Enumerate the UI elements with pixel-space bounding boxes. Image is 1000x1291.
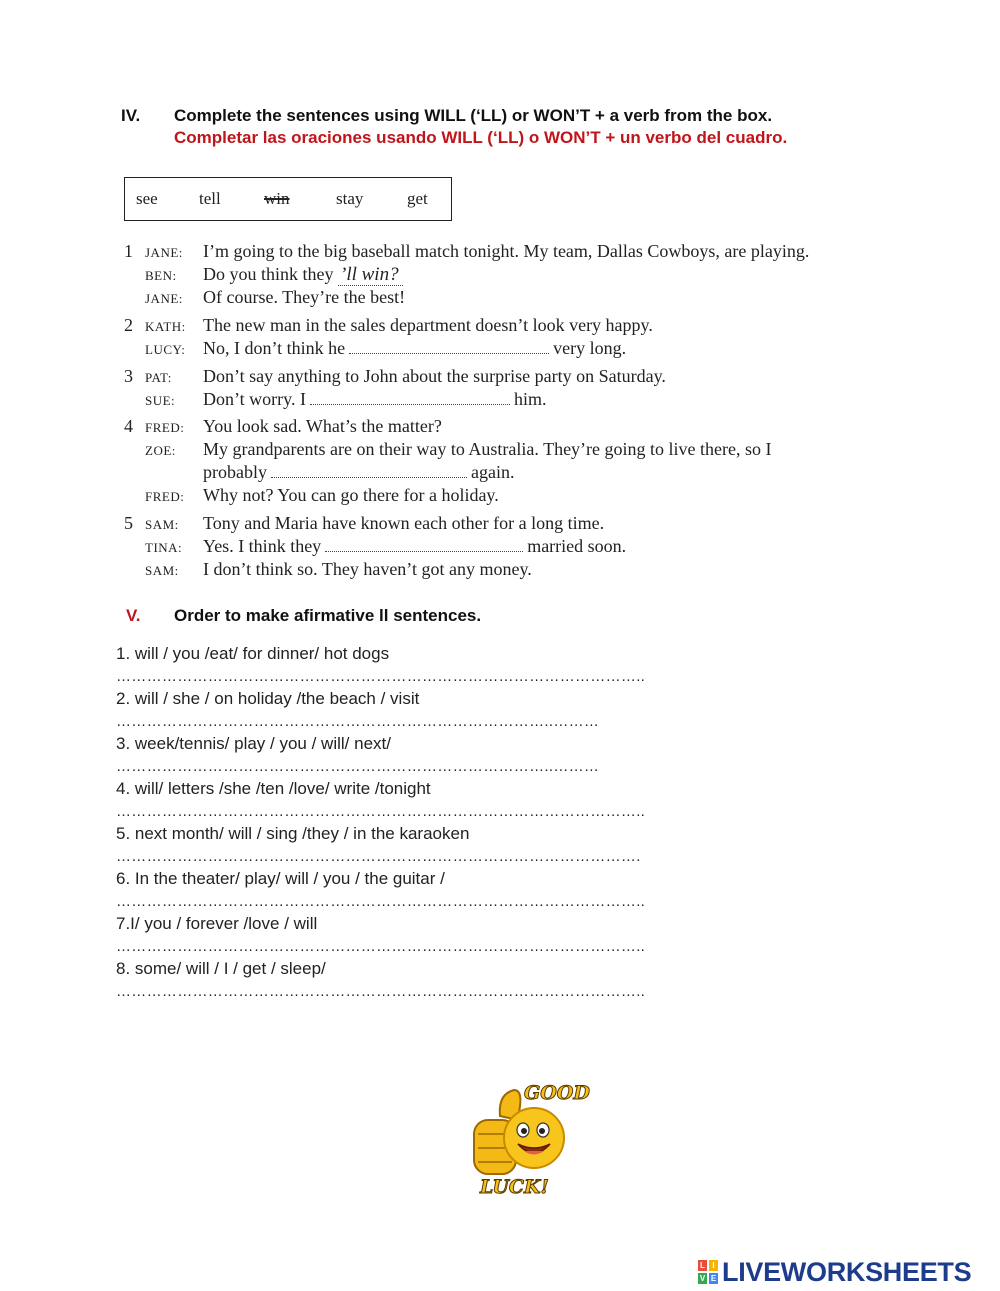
speaker: FRED: xyxy=(145,489,185,504)
verb-see: see xyxy=(136,189,158,208)
dialogue-line: The new man in the sales department doesn’t look very happy. xyxy=(203,315,653,335)
speaker: SUE: xyxy=(145,393,176,408)
exercise-prompt: 1. will / you /eat/ for dinner/ hot dogs xyxy=(116,644,390,663)
line-text: very long. xyxy=(553,338,627,358)
verb-get: get xyxy=(407,189,428,208)
line-text: again. xyxy=(470,462,515,482)
line-text: Yes. I think they xyxy=(203,536,322,556)
logo-letter: I xyxy=(709,1260,718,1271)
liveworksheets-logo xyxy=(698,1258,971,1286)
section-5-heading: Order to make afirmative ll sentences. xyxy=(174,606,482,625)
answer-line[interactable]: …………………………………………………………………………………………. xyxy=(116,848,641,865)
answer-line[interactable]: ………………………………………………………………………………………….. xyxy=(116,983,646,1000)
brand-name: LIVEWORKSHEETS xyxy=(722,1256,972,1287)
speaker: JANE: xyxy=(145,291,183,306)
sticker-bottom-text: LUCK! xyxy=(480,1176,549,1198)
answer-blank[interactable] xyxy=(310,403,510,405)
dialogue-line: You look sad. What’s the matter? xyxy=(203,416,442,436)
answer-blank[interactable] xyxy=(325,550,523,552)
exercise-prompt: 7.I/ you / forever /love / will xyxy=(116,914,318,933)
sticker-top-text: GOOD xyxy=(524,1082,590,1104)
line-text: No, I don’t think he xyxy=(203,338,346,358)
speaker: SAM: xyxy=(145,563,179,578)
dialogue-line: Of course. They’re the best! xyxy=(203,287,406,307)
answer-line[interactable]: …………………………………………………………………………..……… xyxy=(116,758,600,775)
exercise-prompt: 2. will / she / on holiday /the beach / visit xyxy=(116,689,420,708)
answer-line[interactable]: ………………………………………………………………………………………….. xyxy=(116,803,646,820)
speaker: LUCY: xyxy=(145,342,186,357)
answer-line[interactable]: ………………………………………………………………………………………….. xyxy=(116,668,646,685)
speaker: SAM: xyxy=(145,517,179,532)
section-4-number: IV. xyxy=(121,106,141,125)
dialogue-number: 5 xyxy=(124,513,133,533)
logo-letter: L xyxy=(698,1260,707,1271)
verb-box xyxy=(124,177,452,221)
line-text: Do you think they xyxy=(203,264,334,284)
dialogue-line: Don’t say anything to John about the surprise party on Saturday. xyxy=(203,366,666,386)
verb-tell: tell xyxy=(199,189,221,208)
verb-win: win xyxy=(264,189,290,208)
speaker: JANE: xyxy=(145,245,183,260)
dialogue-number: 2 xyxy=(124,315,133,335)
answer-line[interactable]: …………………………………………………………………………..……… xyxy=(116,713,600,730)
line-text: probably xyxy=(203,462,267,482)
speaker: PAT: xyxy=(145,370,172,385)
speaker: ZOE: xyxy=(145,443,176,458)
dialogue-line: Why not? You can go there for a holiday. xyxy=(203,485,499,505)
line-text: him. xyxy=(513,389,547,409)
dialogue-line xyxy=(203,264,403,286)
exercise-prompt: 6. In the theater/ play/ will / you / the guitar / xyxy=(116,869,445,888)
dialogue-line: I don’t think so. They haven’t got any money. xyxy=(203,559,532,579)
dialogue-number: 3 xyxy=(124,366,133,386)
answer-filled[interactable]: ’ll win? xyxy=(338,264,403,286)
dialogue-number: 4 xyxy=(124,416,133,436)
line-text: Don’t worry. I xyxy=(203,389,306,409)
exercise-prompt: 4. will/ letters /she /ten /love/ write /tonight xyxy=(116,779,431,798)
dialogue-line: Tony and Maria have known each other for a long time. xyxy=(203,513,605,533)
line-text: married soon. xyxy=(527,536,627,556)
dialogue-line xyxy=(203,462,514,483)
speaker: BEN: xyxy=(145,268,177,283)
verb-stay: stay xyxy=(336,189,364,208)
answer-line[interactable]: ………………………………………………………………………………………….. xyxy=(116,938,646,955)
speaker: TINA: xyxy=(145,540,183,555)
answer-blank[interactable] xyxy=(349,352,549,354)
answer-line[interactable]: ………………………………………………………………………………………….. xyxy=(116,893,646,910)
dialogue-line: My grandparents are on their way to Australia. They’re going to live there, so I xyxy=(203,439,772,459)
exercise-prompt: 5. next month/ will / sing /they / in the karaoken xyxy=(116,824,470,843)
section-4-heading-es: Completar las oraciones usando WILL (‘LL) o WON’T + un verbo del cuadro. xyxy=(174,128,788,147)
dialogue-number: 1 xyxy=(124,241,133,261)
logo-letter: E xyxy=(710,1274,717,1283)
logo-mark-icon xyxy=(698,1260,718,1284)
exercise-prompt: 8. some/ will / I / get / sleep/ xyxy=(116,959,326,978)
section-4-heading-en: Complete the sentences using WILL (‘LL) or WON’T + a verb from the box. xyxy=(174,106,773,125)
dialogue-line xyxy=(203,338,626,359)
exercise-prompt: 3. week/tennis/ play / you / will/ next/ xyxy=(116,734,391,753)
speaker: KATH: xyxy=(145,319,186,334)
speaker: FRED: xyxy=(145,420,185,435)
good-luck-sticker xyxy=(462,1076,592,1206)
answer-blank[interactable] xyxy=(271,476,467,478)
dialogue-line: I’m going to the big baseball match tonight. My team, Dallas Cowboys, are playing. xyxy=(203,241,810,261)
section-5-number: V. xyxy=(126,606,141,625)
logo-letter: V xyxy=(699,1274,706,1283)
dialogue-line xyxy=(203,389,547,410)
dialogue-line xyxy=(203,536,626,557)
